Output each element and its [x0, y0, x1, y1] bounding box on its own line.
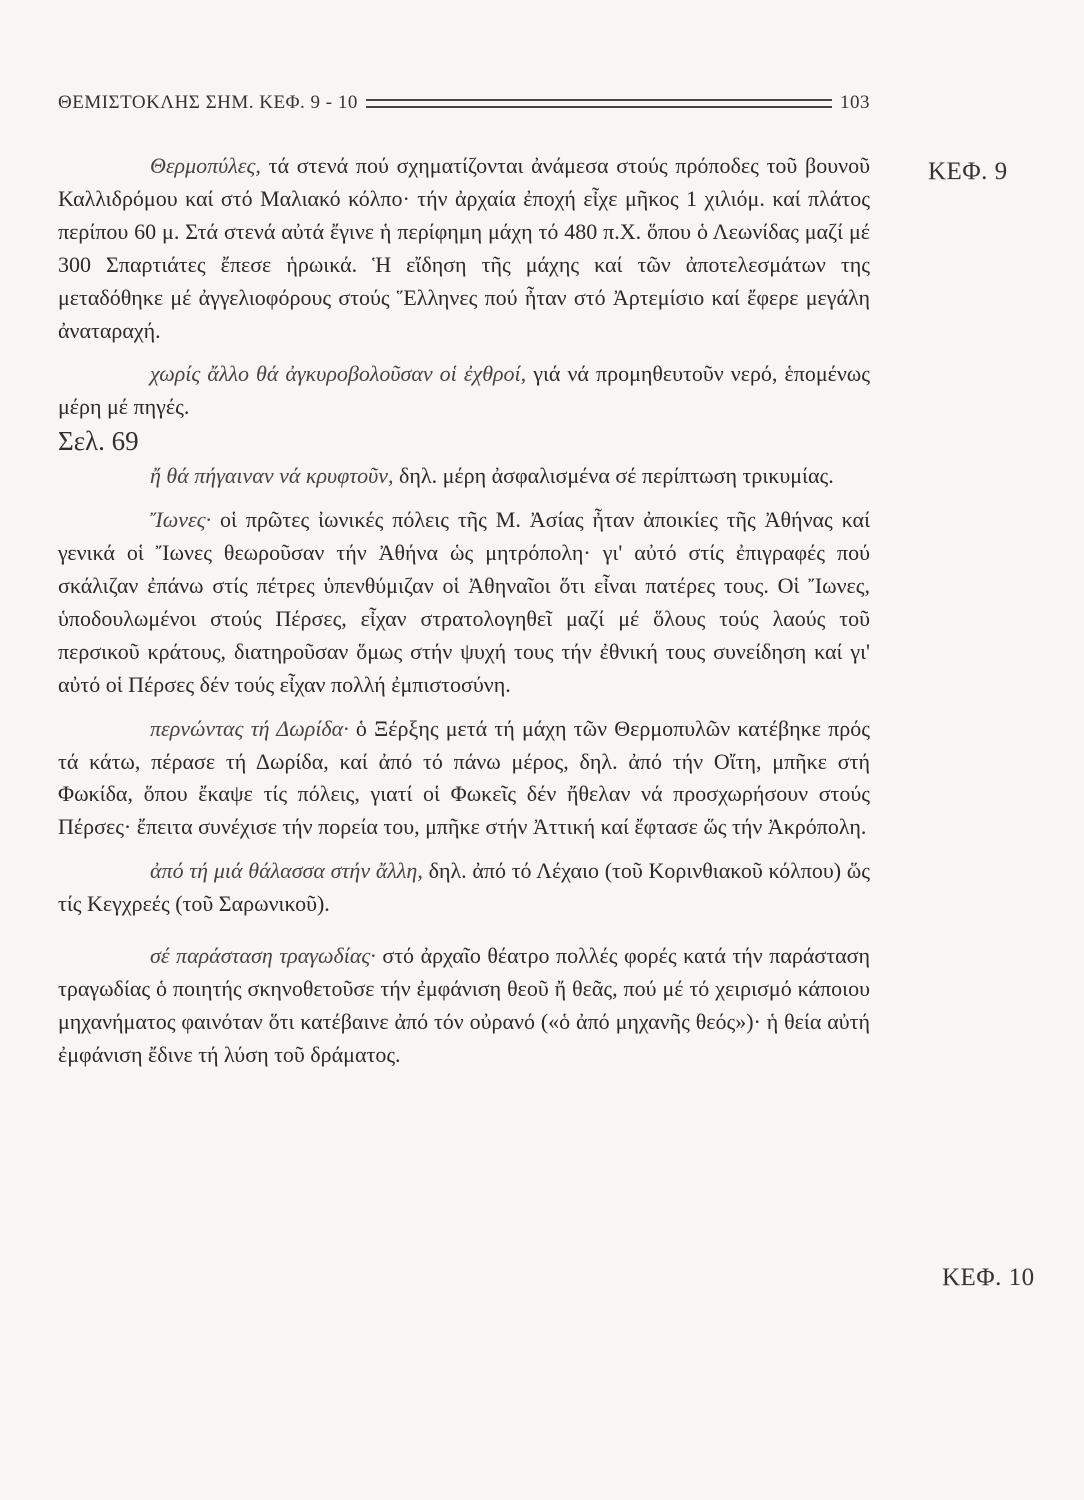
note-term: περνώντας τή Δωρίδα·: [150, 715, 349, 741]
note-hiding: [58, 460, 870, 493]
section-label: Σελ. 69: [58, 426, 139, 457]
note-term: ἀπό τή μιά θάλασσα στήν ἄλλη,: [150, 858, 423, 884]
page-body: [58, 150, 870, 1072]
margin-label-chapter-10: ΚΕΦ. 10: [942, 1264, 1035, 1291]
note-term: ἤ θά πήγαιναν νά κρυφτοῦν,: [150, 463, 394, 489]
note-text: στό ἀρχαῖο θέατρο πολλές φορές κατά τήν παράσταση τραγωδίας ὁ ποιητής σκηνοθετοῦσε τήν ἐμφάνιση θεοῦ ἤ θεᾶς, πού μέ τό χειρισμό κάποιου μηχανήματος φαινόταν ὅτι κατέβαινε ἀπό τόν οὐρανό («ὁ ἀπό μηχανῆς θεός»)· ἡ θεία αὐτή ἐμφάνιση ἔδινε τή λύση τοῦ δράματος.: [58, 943, 870, 1067]
note-term: Θερμοπύλες,: [150, 153, 261, 178]
note-tragedy: [58, 940, 870, 1072]
note-text: γιά νά προμηθευτοῦν νερό, ἑπομένως μέρη μέ πηγές.: [58, 361, 870, 420]
note-text: ὁ Ξέρξης μετά τή μάχη τῶν Θερμοπυλῶν κατέβηκε πρός τά κάτω, πέρασε τή Δωρίδα, καί ἀπό τό πάνω μέρος, δηλ. ἀπό τήν Οἴτη, μπῆκε στή Φωκίδα, ὅπου ἔκαψε τίς πόλεις, γιατί οἱ Φωκεῖς δέν ἤθελαν νά προσχωρήσουν στούς Πέρσες· ἔπειτα συνέχισε τήν πορεία του, μπῆκε στήν Ἀττική καί ἔφτασε ὥς τήν Ἀκρόπολη.: [58, 715, 870, 840]
header-double-rule: [366, 99, 832, 108]
note-text: οἱ πρῶτες ἰωνικές πόλεις τῆς Μ. Ἀσίας ἦταν ἀποικίες τῆς Ἀθήνας καί γενικά οἱ Ἴωνες θεωροῦσαν τήν Ἀθήνα ὡς μητρόπολη· γι' αὐτό στίς ἐπιγραφές πού σκάλιζαν ἐπάνω στίς πέτρες ὑπενθύμιζαν οἱ Ἀθηναῖοι ὅτι εἶναι πατέρες τους. Οἱ Ἴωνες, ὑποδουλωμένοι στούς Πέρσες, εἶχαν στρατολογηθεῖ μαζί μέ ὅλους τούς λαούς τοῦ περσικοῦ κράτους, διατηροῦσαν ὅμως στήν ψυχή τους τήν ἐθνική τους συνείδηση καί γι' αὐτό οἱ Πέρσες δέν τούς εἶχαν πολλή ἐμπιστοσύνη.: [58, 507, 870, 697]
note-anchoring: [58, 358, 870, 424]
note-term: χωρίς ἄλλο θά ἀγκυροβολοῦσαν οἱ ἐχθροί,: [150, 361, 527, 387]
note-thermopylae: [58, 150, 870, 347]
page-number: 103: [840, 92, 870, 113]
running-header: [58, 88, 870, 118]
note-text: δηλ. ἀπό τό Λέχαιο (τοῦ Κορινθιακοῦ κόλπου) ὥς τίς Κεγχρεές (τοῦ Σαρωνικοῦ).: [58, 858, 870, 917]
note-sea-to-sea: [58, 855, 870, 921]
margin-label-chapter-9: ΚΕΦ. 9: [928, 158, 1008, 185]
note-text: τά στενά πού σχηματίζονται ἀνάμεσα στούς πρόποδες τοῦ βουνοῦ Καλλιδρόμου καί στό Μαλιακό κόλπο· τήν ἀρχαία ἐποχή εἶχε μῆκος 1 χιλιόμ. καί πλάτος περίπου 60 μ. Στά στενά αὐτά ἔγινε ἡ περίφημη μάχη τό 480 π.Χ. ὅπου ὁ Λεωνίδας μαζί μέ 300 Σπαρτιάτες ἔπεσε ἡρωικά. Ἡ εἴδηση τῆς μάχης καί τῶν ἀποτελεσμάτων της μεταδόθηκε μέ ἀγγελιοφόρους στούς Ἕλληνες πού ἦταν στό Ἀρτεμίσιο καί ἔφερε μεγάλη ἀναταραχή.: [58, 153, 870, 343]
note-text: δηλ. μέρη ἀσφαλισμένα σέ περίπτωση τρικυμίας.: [393, 463, 834, 489]
note-doris: [58, 713, 870, 845]
header-title: ΘΕΜΙΣΤΟΚΛΗΣ ΣΗΜ. ΚΕΦ. 9 - 10: [58, 92, 358, 113]
note-ionians: [58, 504, 870, 701]
note-term: Ἴωνες·: [150, 507, 212, 533]
note-term: σέ παράσταση τραγωδίας·: [150, 943, 376, 969]
